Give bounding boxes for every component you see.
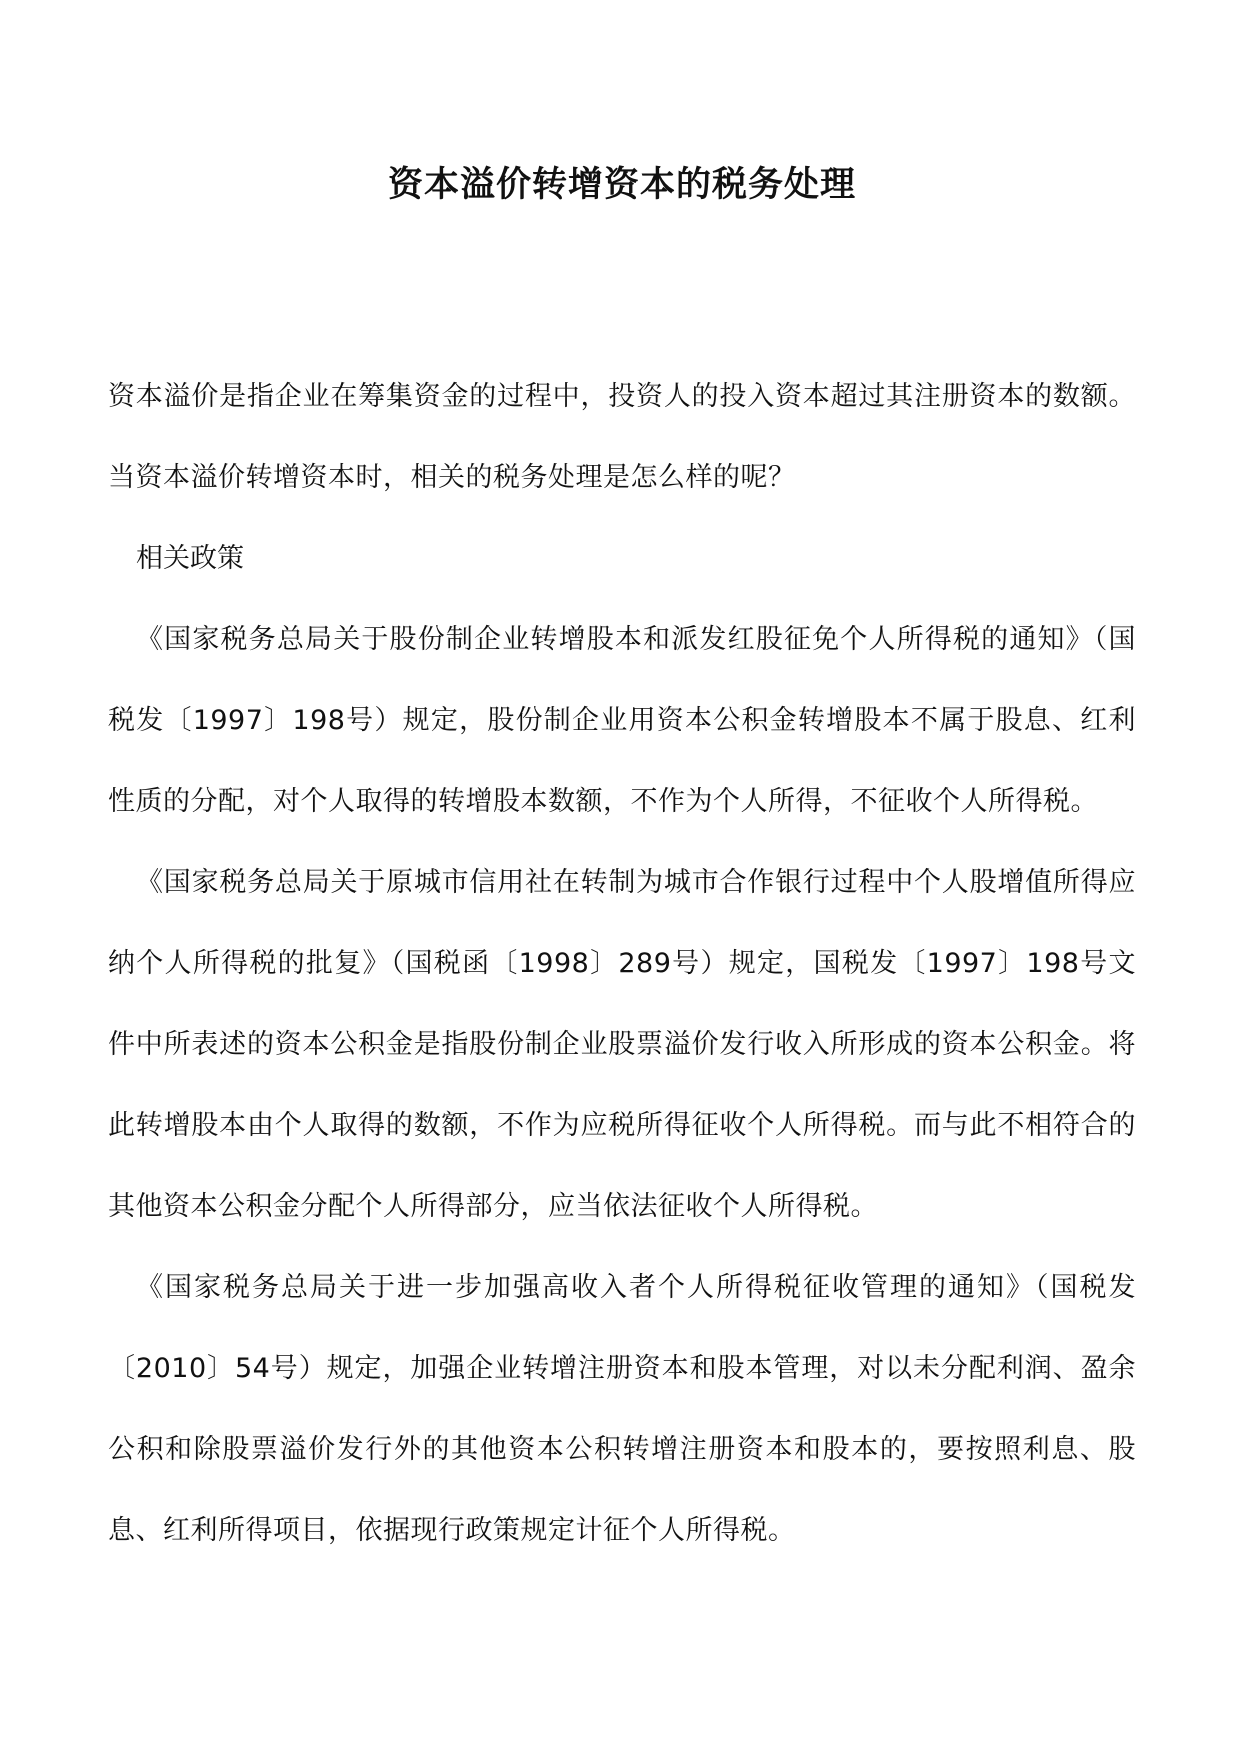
policy-paragraph-1: 《国家税务总局关于股份制企业转增股本和派发红股征免个人所得税的通知》（国税发〔1997〕198号）规定，股份制企业用资本公积金转增股本不属于股息、红利性质的分配，对个人取得的转增股本数额，不作为个人所得，不征收个人所得税。 bbox=[108, 624, 1136, 817]
document-title: 资本溢价转增资本的税务处理 bbox=[387, 164, 856, 205]
policy-paragraph-2: 《国家税务总局关于原城市信用社在转制为城市合作银行过程中个人股增值所得应纳个人所得税的批复》（国税函〔1998〕289号）规定，国税发〔1997〕198号文件中所表述的资本公积金是指股份制企业股票溢价发行收入所形成的资本公积金。将此转增股本由个人取得的数额，不作为应税所得征收个人所得税。而与此不相符合的其他资本公积金分配个人所得部分，应当依法征收个人所得税。 bbox=[108, 867, 1136, 1222]
section-heading: 相关政策 bbox=[136, 543, 244, 574]
document-body bbox=[108, 356, 1136, 1571]
policy-paragraph-3: 《国家税务总局关于进一步加强高收入者个人所得税征收管理的通知》（国税发〔2010〕54号）规定，加强企业转增注册资本和股本管理，对以未分配利润、盈余公积和除股票溢价发行外的其他资本公积转增注册资本和股本的，要按照利息、股息、红利所得项目，依据现行政策规定计征个人所得税。 bbox=[108, 1272, 1136, 1546]
intro-paragraph: 资本溢价是指企业在筹集资金的过程中，投资人的投入资本超过其注册资本的数额。当资本溢价转增资本时，相关的税务处理是怎么样的呢？ bbox=[108, 381, 1136, 493]
